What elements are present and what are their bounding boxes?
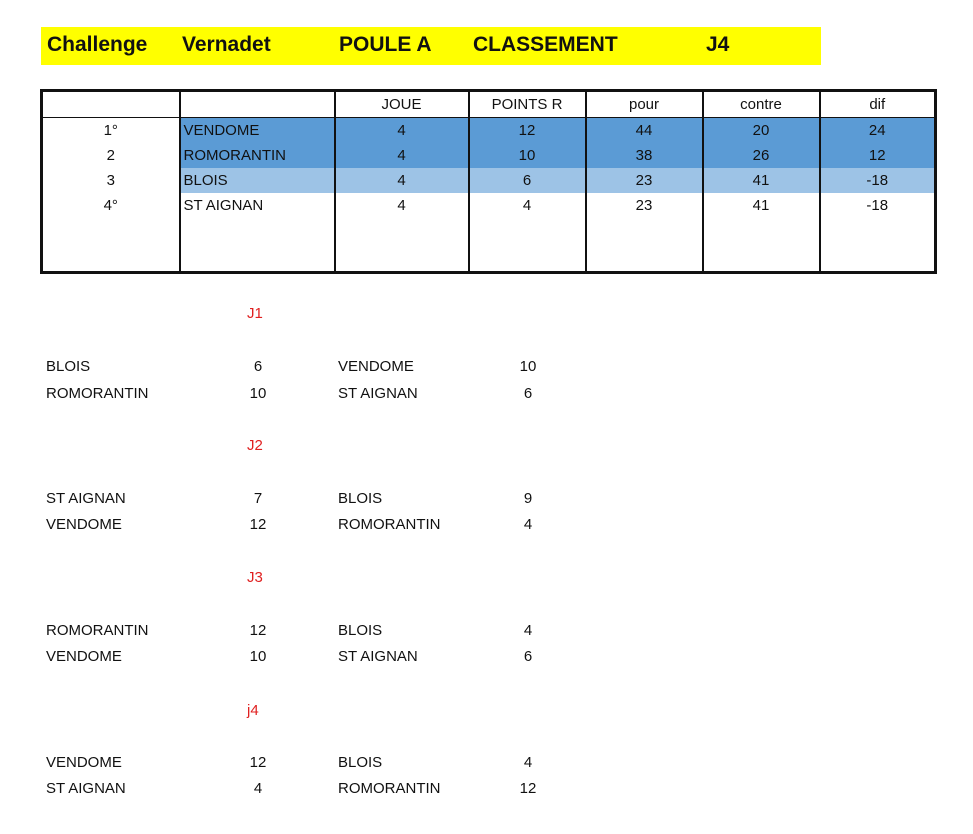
standings-row: [42, 193, 936, 218]
rank-cell: 3: [106, 172, 115, 189]
match-team2: BLOIS: [338, 490, 383, 507]
match-team2: BLOIS: [338, 622, 383, 639]
match-score1: 12: [249, 516, 267, 533]
match-team2: ST AIGNAN: [338, 385, 418, 402]
match-score1: 4: [253, 780, 263, 797]
match-team2: VENDOME: [338, 358, 414, 375]
standings-row: [42, 118, 936, 144]
match-score1: 10: [249, 648, 267, 665]
match-team1: ROMORANTIN: [46, 622, 149, 639]
match-score2: 10: [519, 358, 537, 375]
standings-row: [42, 143, 936, 168]
match-score2: 6: [523, 385, 533, 402]
day-label: j4: [247, 702, 259, 719]
title-bar: [41, 27, 821, 65]
standings-row: [42, 168, 936, 193]
joue-cell: 4: [335, 143, 469, 168]
contre-cell: 41: [703, 193, 820, 218]
empty-cell: [586, 218, 703, 273]
pour-cell: 38: [586, 143, 703, 168]
header-rank: [42, 91, 180, 118]
header-dif: dif: [820, 91, 936, 118]
match-score1: 6: [253, 358, 263, 375]
empty-cell: [42, 218, 180, 273]
match-score2: 12: [519, 780, 537, 797]
empty-cell: [180, 218, 335, 273]
day-label: J1: [247, 305, 263, 322]
team-cell: ROMORANTIN: [180, 143, 335, 168]
match-team1: BLOIS: [46, 358, 91, 375]
header-team: [180, 91, 335, 118]
joue-cell: 4: [335, 118, 469, 144]
pour-cell: 23: [586, 193, 703, 218]
rank-cell: 2: [106, 147, 115, 164]
pour-cell: 23: [586, 168, 703, 193]
match-score2: 4: [523, 754, 533, 771]
points-cell: 12: [469, 118, 586, 144]
team-cell: BLOIS: [180, 168, 335, 193]
dif-cell: 24: [820, 118, 936, 144]
match-team2: ROMORANTIN: [338, 516, 441, 533]
match-team1: VENDOME: [46, 754, 122, 771]
header-joue: JOUE: [335, 91, 469, 118]
dif-cell: 12: [820, 143, 936, 168]
empty-cell: [469, 218, 586, 273]
title-ranking: CLASSEMENT: [473, 33, 618, 56]
match-score2: 4: [523, 516, 533, 533]
title-name: Vernadet: [182, 33, 271, 56]
empty-cell: [820, 218, 936, 273]
team-cell: VENDOME: [180, 118, 335, 144]
pour-cell: 44: [586, 118, 703, 144]
team-cell: ST AIGNAN: [180, 193, 335, 218]
match-team2: ROMORANTIN: [338, 780, 441, 797]
title-challenge: Challenge: [47, 33, 148, 56]
match-score1: 12: [249, 754, 267, 771]
match-team1: ROMORANTIN: [46, 385, 149, 402]
dif-cell: -18: [820, 168, 936, 193]
standings-empty-row: [42, 218, 936, 273]
day-label: J2: [247, 437, 263, 454]
standings-header-row: [42, 91, 936, 118]
title-pool: POULE A: [339, 33, 432, 56]
rank-cell: 1°: [103, 122, 118, 139]
match-team1: VENDOME: [46, 648, 122, 665]
day-label: J3: [247, 569, 263, 586]
match-score1: 7: [253, 490, 263, 507]
contre-cell: 20: [703, 118, 820, 144]
match-team2: BLOIS: [338, 754, 383, 771]
header-contre: contre: [703, 91, 820, 118]
dif-cell: -18: [820, 193, 936, 218]
points-cell: 4: [469, 193, 586, 218]
standings-table: [40, 89, 937, 274]
match-score2: 6: [523, 648, 533, 665]
match-score1: 10: [249, 385, 267, 402]
header-pour: pour: [586, 91, 703, 118]
joue-cell: 4: [335, 168, 469, 193]
empty-cell: [703, 218, 820, 273]
rank-cell: 4°: [103, 197, 118, 214]
match-team1: VENDOME: [46, 516, 122, 533]
joue-cell: 4: [335, 193, 469, 218]
match-score2: 9: [523, 490, 533, 507]
header-points: POINTS R: [469, 91, 586, 118]
match-team1: ST AIGNAN: [46, 780, 126, 797]
title-round: J4: [706, 33, 730, 56]
points-cell: 10: [469, 143, 586, 168]
match-team2: ST AIGNAN: [338, 648, 418, 665]
contre-cell: 41: [703, 168, 820, 193]
points-cell: 6: [469, 168, 586, 193]
empty-cell: [335, 218, 469, 273]
contre-cell: 26: [703, 143, 820, 168]
match-score1: 12: [249, 622, 267, 639]
match-team1: ST AIGNAN: [46, 490, 126, 507]
match-score2: 4: [523, 622, 533, 639]
